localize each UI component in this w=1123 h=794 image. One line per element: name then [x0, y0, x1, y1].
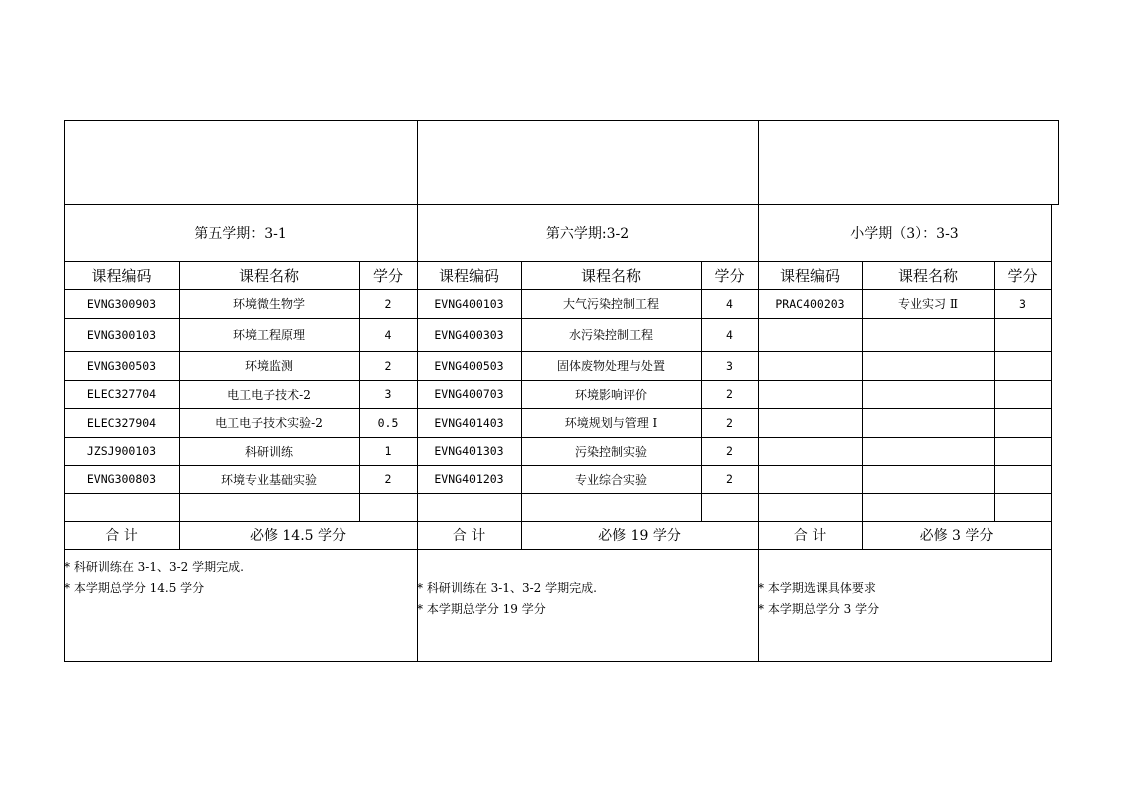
course-credit: 2 [726, 444, 733, 458]
course-name: 电工电子技术-2 [227, 387, 311, 402]
header-course-name: 课程名称 [580, 266, 641, 285]
course-credit [994, 465, 1051, 493]
course-code: JZSJ900103 [86, 444, 157, 458]
course-code [758, 408, 862, 437]
curriculum-table [64, 120, 1059, 662]
course-credit: 1 [384, 444, 392, 458]
course-credit: 3 [1019, 296, 1026, 311]
course-name: 专业综合实验 [574, 472, 647, 487]
course-name: 环境工程原理 [232, 328, 305, 342]
course-credit: 4 [384, 327, 392, 342]
course-code: ELEC327904 [86, 415, 157, 430]
course-credit [994, 493, 1051, 521]
course-credit: 4 [726, 296, 733, 311]
course-credit: 2 [726, 415, 733, 430]
course-name: 电工电子技术实验-2 [215, 416, 323, 430]
course-credit: 4 [726, 327, 733, 342]
course-code: EVNG401303 [434, 444, 504, 458]
course-code: EVNG401203 [434, 472, 504, 486]
course-name: 科研训练 [244, 444, 293, 459]
total-value: 必修 19 学分 [598, 528, 681, 544]
course-code: ELEC327704 [86, 387, 157, 401]
course-code: EVNG300903 [86, 296, 157, 311]
course-name [179, 493, 359, 521]
course-name [862, 437, 994, 465]
course-name: 环境微生物学 [232, 297, 305, 311]
course-name: 大气污染控制工程 [562, 297, 659, 311]
course-credit [701, 493, 758, 521]
course-name [862, 351, 994, 380]
course-code: EVNG300103 [86, 327, 157, 342]
note-line: * 本学期总学分 3 学分 [758, 602, 880, 616]
semester-title: 第六学期:3-2 [545, 225, 630, 242]
course-code [758, 351, 862, 380]
total-label: 合 计 [452, 528, 486, 544]
header-course-name: 课程名称 [897, 266, 958, 285]
grid-line-horizontal [64, 661, 1052, 662]
course-code [758, 380, 862, 408]
course-credit [994, 318, 1051, 351]
course-name [521, 493, 701, 521]
header-credit: 学分 [714, 266, 745, 285]
course-credit [994, 351, 1051, 380]
course-name [862, 408, 994, 437]
course-code: EVNG300803 [86, 472, 157, 486]
course-credit: 2 [384, 296, 392, 311]
course-name [862, 318, 994, 351]
course-credit: 0.5 [377, 415, 399, 430]
header-course-code: 课程编码 [91, 266, 152, 285]
semester-title: 小学期（3）：3-3 [850, 225, 959, 242]
course-name [862, 380, 994, 408]
semester-title: 第五学期：3-1 [194, 225, 287, 242]
course-code: EVNG300503 [86, 358, 157, 373]
note-line: * 本学期总学分 19 学分 [417, 602, 546, 616]
grid-line-horizontal [64, 120, 1059, 121]
course-name: 污染控制实验 [574, 444, 647, 459]
course-code [758, 493, 862, 521]
header-course-code: 课程编码 [438, 266, 499, 285]
course-code [758, 437, 862, 465]
course-code: EVNG400103 [434, 296, 504, 311]
grid-line-horizontal [64, 549, 1052, 550]
course-credit [994, 408, 1051, 437]
course-credit: 2 [384, 358, 392, 373]
semester-notes [758, 578, 879, 620]
course-credit [994, 380, 1051, 408]
course-code [417, 493, 521, 521]
note-line: * 科研训练在 3-1、3-2 学期完成. [417, 581, 597, 595]
header-credit: 学分 [372, 266, 403, 285]
course-name: 水污染控制工程 [568, 328, 653, 342]
course-name: 环境专业基础实验 [220, 472, 317, 487]
course-credit: 2 [726, 387, 733, 401]
course-credit: 2 [726, 472, 733, 486]
note-line: * 本学期总学分 14.5 学分 [64, 581, 205, 595]
course-name: 环境监测 [244, 359, 293, 373]
course-name [862, 493, 994, 521]
course-code [64, 493, 179, 521]
course-name: 固体废物处理与处置 [556, 359, 665, 373]
total-value: 必修 14.5 学分 [249, 528, 347, 544]
header-credit: 学分 [1007, 266, 1038, 285]
semester-notes [417, 578, 597, 620]
course-credit: 3 [384, 387, 392, 401]
course-code: EVNG400303 [434, 327, 504, 342]
course-name: 专业实习 Ⅱ [898, 297, 958, 311]
course-credit: 2 [384, 472, 392, 486]
course-name: 环境规划与管理 Ⅰ [564, 416, 658, 430]
note-line: * 科研训练在 3-1、3-2 学期完成. [64, 560, 244, 574]
total-label: 合 计 [105, 528, 138, 544]
header-course-name: 课程名称 [238, 266, 299, 285]
course-code [758, 318, 862, 351]
total-label: 合 计 [793, 528, 827, 544]
course-code: EVNG400503 [434, 358, 504, 373]
course-code: EVNG400703 [434, 387, 504, 401]
note-line: * 本学期选课具体要求 [758, 581, 876, 595]
course-code: PRAC400203 [775, 296, 845, 311]
header-course-code: 课程编码 [779, 266, 840, 285]
grid-line-vertical [1058, 120, 1059, 205]
course-credit [359, 493, 417, 521]
semester-notes [64, 557, 244, 599]
course-code [758, 465, 862, 493]
course-name [862, 465, 994, 493]
course-name: 环境影响评价 [574, 387, 647, 402]
course-credit [994, 437, 1051, 465]
grid-line-vertical [1051, 204, 1052, 662]
total-value: 必修 3 学分 [919, 528, 994, 544]
course-code: EVNG401403 [434, 415, 504, 430]
course-credit: 3 [726, 358, 733, 373]
